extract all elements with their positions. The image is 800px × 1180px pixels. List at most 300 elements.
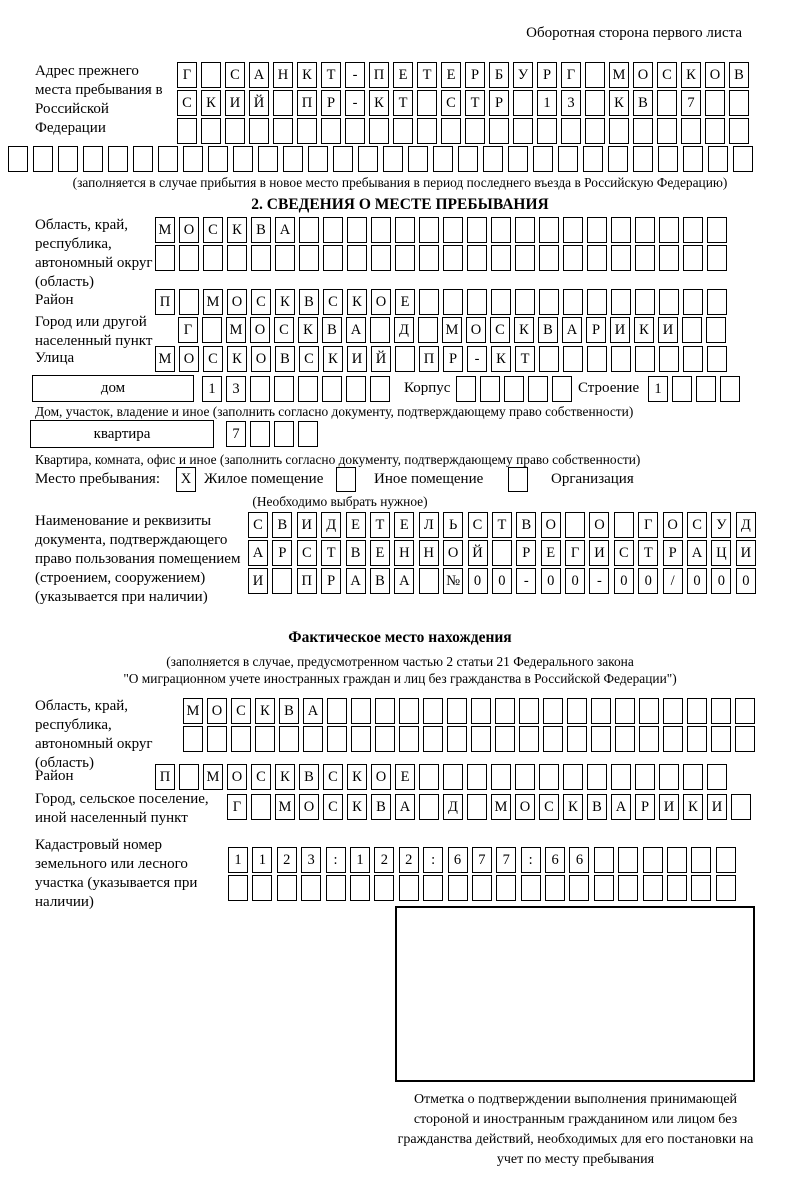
char-box[interactable] xyxy=(583,146,603,172)
stay-type-residential-checkbox[interactable]: X xyxy=(176,467,196,492)
char-box[interactable] xyxy=(277,875,297,901)
char-box[interactable]: П xyxy=(419,346,439,372)
char-box[interactable] xyxy=(729,90,749,116)
char-box[interactable]: К xyxy=(227,217,247,243)
char-box[interactable]: Е xyxy=(346,512,366,538)
char-box[interactable] xyxy=(371,217,391,243)
char-box[interactable] xyxy=(539,217,559,243)
char-box[interactable] xyxy=(491,764,511,790)
char-box[interactable] xyxy=(274,421,294,447)
char-box[interactable] xyxy=(585,90,605,116)
char-box[interactable]: И xyxy=(347,346,367,372)
char-box[interactable] xyxy=(587,245,607,271)
char-box[interactable] xyxy=(495,698,515,724)
char-box[interactable] xyxy=(491,245,511,271)
char-box[interactable] xyxy=(659,289,679,315)
char-box[interactable] xyxy=(687,698,707,724)
char-box[interactable]: 7 xyxy=(496,847,516,873)
char-box[interactable]: Й xyxy=(468,540,488,566)
char-box[interactable] xyxy=(635,346,655,372)
char-box[interactable] xyxy=(687,726,707,752)
char-box[interactable]: К xyxy=(347,289,367,315)
char-box[interactable] xyxy=(681,118,701,144)
char-box[interactable]: О xyxy=(466,317,486,343)
char-box[interactable]: В xyxy=(729,62,749,88)
char-box[interactable]: А xyxy=(611,794,631,820)
char-box[interactable]: И xyxy=(589,540,609,566)
char-box[interactable] xyxy=(471,726,491,752)
char-box[interactable]: П xyxy=(297,568,317,594)
char-box[interactable] xyxy=(201,118,221,144)
char-box[interactable]: А xyxy=(248,540,268,566)
char-box[interactable] xyxy=(565,512,585,538)
char-box[interactable] xyxy=(472,875,492,901)
char-box[interactable] xyxy=(418,317,438,343)
char-box[interactable] xyxy=(321,118,341,144)
char-box[interactable] xyxy=(585,118,605,144)
char-box[interactable] xyxy=(672,376,692,402)
char-box[interactable] xyxy=(585,62,605,88)
char-box[interactable] xyxy=(691,847,711,873)
char-box[interactable]: : xyxy=(326,847,346,873)
char-box[interactable] xyxy=(208,146,228,172)
char-box[interactable] xyxy=(231,726,251,752)
char-box[interactable] xyxy=(705,90,725,116)
char-box[interactable]: Т xyxy=(370,512,390,538)
char-box[interactable]: С xyxy=(490,317,510,343)
char-box[interactable]: О xyxy=(227,289,247,315)
char-box[interactable] xyxy=(667,847,687,873)
char-box[interactable]: 7 xyxy=(226,421,246,447)
char-box[interactable]: - xyxy=(516,568,536,594)
char-box[interactable] xyxy=(609,118,629,144)
char-box[interactable]: К xyxy=(255,698,275,724)
char-box[interactable] xyxy=(533,146,553,172)
char-box[interactable] xyxy=(419,568,439,594)
char-box[interactable]: А xyxy=(687,540,707,566)
char-box[interactable]: В xyxy=(299,764,319,790)
char-box[interactable]: Е xyxy=(395,289,415,315)
char-box[interactable]: Т xyxy=(492,512,512,538)
char-box[interactable]: С xyxy=(203,346,223,372)
char-box[interactable] xyxy=(558,146,578,172)
char-box[interactable] xyxy=(608,146,628,172)
char-box[interactable] xyxy=(587,289,607,315)
char-box[interactable] xyxy=(467,289,487,315)
char-box[interactable] xyxy=(716,847,736,873)
char-box[interactable]: 6 xyxy=(569,847,589,873)
char-box[interactable]: 0 xyxy=(541,568,561,594)
char-box[interactable]: В xyxy=(516,512,536,538)
char-box[interactable]: М xyxy=(275,794,295,820)
char-box[interactable]: С xyxy=(274,317,294,343)
char-box[interactable]: Д xyxy=(321,512,341,538)
char-box[interactable]: С xyxy=(657,62,677,88)
char-box[interactable] xyxy=(633,146,653,172)
char-box[interactable] xyxy=(179,764,199,790)
char-box[interactable]: Р xyxy=(321,90,341,116)
char-box[interactable] xyxy=(467,245,487,271)
char-box[interactable]: А xyxy=(346,568,366,594)
char-box[interactable] xyxy=(274,376,294,402)
char-box[interactable] xyxy=(515,764,535,790)
char-box[interactable]: Г xyxy=(227,794,247,820)
char-box[interactable]: Ц xyxy=(711,540,731,566)
char-box[interactable] xyxy=(683,146,703,172)
char-box[interactable] xyxy=(513,90,533,116)
char-box[interactable] xyxy=(273,90,293,116)
char-box[interactable] xyxy=(465,118,485,144)
char-box[interactable] xyxy=(545,875,565,901)
char-box[interactable] xyxy=(519,726,539,752)
char-box[interactable]: К xyxy=(491,346,511,372)
char-box[interactable]: 6 xyxy=(448,847,468,873)
char-box[interactable] xyxy=(663,698,683,724)
char-box[interactable]: К xyxy=(681,62,701,88)
char-box[interactable] xyxy=(567,726,587,752)
char-box[interactable] xyxy=(658,146,678,172)
char-box[interactable] xyxy=(399,698,419,724)
char-box[interactable] xyxy=(351,698,371,724)
char-box[interactable] xyxy=(543,726,563,752)
char-box[interactable]: 1 xyxy=(648,376,668,402)
char-box[interactable]: О xyxy=(299,794,319,820)
char-box[interactable]: С xyxy=(468,512,488,538)
char-box[interactable] xyxy=(691,875,711,901)
char-box[interactable]: Е xyxy=(441,62,461,88)
char-box[interactable]: К xyxy=(323,346,343,372)
char-box[interactable] xyxy=(720,376,740,402)
char-box[interactable] xyxy=(251,794,271,820)
char-box[interactable]: О xyxy=(251,346,271,372)
char-box[interactable] xyxy=(177,118,197,144)
char-box[interactable]: С xyxy=(231,698,251,724)
char-box[interactable]: 1 xyxy=(228,847,248,873)
char-box[interactable] xyxy=(393,118,413,144)
char-box[interactable]: Н xyxy=(419,540,439,566)
char-box[interactable] xyxy=(611,289,631,315)
char-box[interactable] xyxy=(633,118,653,144)
char-box[interactable] xyxy=(467,764,487,790)
char-box[interactable] xyxy=(643,875,663,901)
char-box[interactable] xyxy=(303,726,323,752)
char-box[interactable]: К xyxy=(347,794,367,820)
char-box[interactable] xyxy=(458,146,478,172)
char-box[interactable] xyxy=(203,245,223,271)
char-box[interactable]: К xyxy=(275,289,295,315)
char-box[interactable] xyxy=(273,118,293,144)
char-box[interactable]: М xyxy=(491,794,511,820)
char-box[interactable]: С xyxy=(203,217,223,243)
char-box[interactable] xyxy=(707,217,727,243)
char-box[interactable] xyxy=(480,376,500,402)
char-box[interactable] xyxy=(202,317,222,343)
char-box[interactable] xyxy=(708,146,728,172)
char-box[interactable] xyxy=(513,118,533,144)
char-box[interactable] xyxy=(375,726,395,752)
char-box[interactable] xyxy=(539,289,559,315)
char-box[interactable]: В xyxy=(370,568,390,594)
char-box[interactable] xyxy=(350,875,370,901)
char-box[interactable]: С xyxy=(323,764,343,790)
char-box[interactable]: А xyxy=(394,568,414,594)
char-box[interactable] xyxy=(443,245,463,271)
char-box[interactable] xyxy=(395,346,415,372)
char-box[interactable]: С xyxy=(441,90,461,116)
char-box[interactable] xyxy=(491,289,511,315)
char-box[interactable]: К xyxy=(514,317,534,343)
char-box[interactable] xyxy=(323,245,343,271)
char-box[interactable] xyxy=(519,698,539,724)
char-box[interactable] xyxy=(569,875,589,901)
char-box[interactable]: С xyxy=(248,512,268,538)
char-box[interactable]: В xyxy=(322,317,342,343)
char-box[interactable] xyxy=(567,698,587,724)
char-box[interactable]: Т xyxy=(638,540,658,566)
char-box[interactable]: В xyxy=(371,794,391,820)
char-box[interactable] xyxy=(374,875,394,901)
char-box[interactable]: О xyxy=(371,764,391,790)
char-box[interactable] xyxy=(539,346,559,372)
char-box[interactable]: Р xyxy=(272,540,292,566)
char-box[interactable] xyxy=(375,698,395,724)
char-box[interactable] xyxy=(443,764,463,790)
char-box[interactable]: В xyxy=(251,217,271,243)
char-box[interactable] xyxy=(358,146,378,172)
char-box[interactable] xyxy=(611,764,631,790)
char-box[interactable]: Т xyxy=(417,62,437,88)
char-box[interactable]: Р xyxy=(537,62,557,88)
char-box[interactable] xyxy=(611,245,631,271)
char-box[interactable] xyxy=(179,245,199,271)
char-box[interactable]: - xyxy=(467,346,487,372)
char-box[interactable] xyxy=(371,245,391,271)
char-box[interactable]: А xyxy=(562,317,582,343)
char-box[interactable] xyxy=(227,245,247,271)
char-box[interactable]: К xyxy=(297,62,317,88)
char-box[interactable] xyxy=(395,245,415,271)
char-box[interactable] xyxy=(537,118,557,144)
char-box[interactable]: О xyxy=(179,217,199,243)
char-box[interactable]: 2 xyxy=(399,847,419,873)
char-box[interactable] xyxy=(618,847,638,873)
char-box[interactable]: Н xyxy=(394,540,414,566)
char-box[interactable] xyxy=(179,289,199,315)
char-box[interactable] xyxy=(345,118,365,144)
char-box[interactable] xyxy=(515,245,535,271)
char-box[interactable]: Т xyxy=(515,346,535,372)
char-box[interactable]: А xyxy=(395,794,415,820)
char-box[interactable]: М xyxy=(155,217,175,243)
char-box[interactable] xyxy=(515,217,535,243)
char-box[interactable] xyxy=(729,118,749,144)
char-box[interactable]: О xyxy=(250,317,270,343)
char-box[interactable]: С xyxy=(177,90,197,116)
char-box[interactable]: И xyxy=(610,317,630,343)
char-box[interactable] xyxy=(659,245,679,271)
char-box[interactable]: О xyxy=(443,540,463,566)
char-box[interactable] xyxy=(408,146,428,172)
char-box[interactable] xyxy=(467,794,487,820)
char-box[interactable]: Р xyxy=(586,317,606,343)
char-box[interactable] xyxy=(299,245,319,271)
char-box[interactable] xyxy=(731,794,751,820)
char-box[interactable] xyxy=(683,289,703,315)
char-box[interactable]: М xyxy=(609,62,629,88)
char-box[interactable] xyxy=(326,875,346,901)
char-box[interactable]: - xyxy=(589,568,609,594)
char-box[interactable]: В xyxy=(299,289,319,315)
char-box[interactable]: № xyxy=(443,568,463,594)
char-box[interactable] xyxy=(707,764,727,790)
char-box[interactable] xyxy=(735,698,755,724)
stay-type-other-premises-checkbox[interactable] xyxy=(336,467,356,492)
char-box[interactable] xyxy=(297,118,317,144)
char-box[interactable]: М xyxy=(203,289,223,315)
char-box[interactable] xyxy=(351,726,371,752)
char-box[interactable] xyxy=(657,118,677,144)
char-box[interactable] xyxy=(618,875,638,901)
char-box[interactable] xyxy=(635,245,655,271)
char-box[interactable]: С xyxy=(323,794,343,820)
char-box[interactable]: Р xyxy=(663,540,683,566)
char-box[interactable] xyxy=(346,376,366,402)
char-box[interactable] xyxy=(369,118,389,144)
char-box[interactable]: Д xyxy=(736,512,756,538)
char-box[interactable] xyxy=(233,146,253,172)
char-box[interactable]: К xyxy=(369,90,389,116)
char-box[interactable] xyxy=(611,217,631,243)
char-box[interactable]: О xyxy=(179,346,199,372)
char-box[interactable]: 3 xyxy=(561,90,581,116)
char-box[interactable]: Й xyxy=(249,90,269,116)
char-box[interactable]: А xyxy=(249,62,269,88)
char-box[interactable] xyxy=(663,726,683,752)
char-box[interactable]: Г xyxy=(561,62,581,88)
char-box[interactable] xyxy=(561,118,581,144)
char-box[interactable] xyxy=(594,875,614,901)
char-box[interactable] xyxy=(347,245,367,271)
char-box[interactable]: Е xyxy=(393,62,413,88)
char-box[interactable] xyxy=(443,289,463,315)
char-box[interactable]: К xyxy=(201,90,221,116)
char-box[interactable]: 1 xyxy=(537,90,557,116)
char-box[interactable] xyxy=(563,245,583,271)
char-box[interactable] xyxy=(298,421,318,447)
char-box[interactable]: М xyxy=(203,764,223,790)
char-box[interactable] xyxy=(419,245,439,271)
char-box[interactable] xyxy=(433,146,453,172)
char-box[interactable] xyxy=(539,764,559,790)
char-box[interactable] xyxy=(683,764,703,790)
char-box[interactable] xyxy=(563,346,583,372)
char-box[interactable] xyxy=(711,726,731,752)
char-box[interactable]: Р xyxy=(465,62,485,88)
char-box[interactable]: С xyxy=(323,289,343,315)
char-box[interactable] xyxy=(682,317,702,343)
char-box[interactable] xyxy=(399,726,419,752)
char-box[interactable] xyxy=(591,726,611,752)
char-box[interactable]: К xyxy=(563,794,583,820)
char-box[interactable]: С xyxy=(614,540,634,566)
char-box[interactable]: В xyxy=(346,540,366,566)
char-box[interactable] xyxy=(635,764,655,790)
char-box[interactable]: Р xyxy=(443,346,463,372)
char-box[interactable] xyxy=(491,217,511,243)
char-box[interactable] xyxy=(283,146,303,172)
char-box[interactable] xyxy=(347,217,367,243)
char-box[interactable] xyxy=(467,217,487,243)
char-box[interactable]: Е xyxy=(370,540,390,566)
char-box[interactable] xyxy=(419,794,439,820)
char-box[interactable] xyxy=(251,245,271,271)
char-box[interactable]: М xyxy=(226,317,246,343)
char-box[interactable] xyxy=(489,118,509,144)
char-box[interactable] xyxy=(419,764,439,790)
char-box[interactable] xyxy=(711,698,731,724)
char-box[interactable]: Г xyxy=(565,540,585,566)
char-box[interactable]: О xyxy=(663,512,683,538)
char-box[interactable] xyxy=(683,245,703,271)
char-box[interactable]: - xyxy=(345,90,365,116)
char-box[interactable] xyxy=(133,146,153,172)
char-box[interactable]: Е xyxy=(541,540,561,566)
stay-type-organization-checkbox[interactable] xyxy=(508,467,528,492)
char-box[interactable]: 1 xyxy=(202,376,222,402)
char-box[interactable]: О xyxy=(589,512,609,538)
char-box[interactable] xyxy=(201,62,221,88)
char-box[interactable]: О xyxy=(371,289,391,315)
char-box[interactable] xyxy=(707,245,727,271)
char-box[interactable] xyxy=(423,875,443,901)
char-box[interactable]: И xyxy=(659,794,679,820)
char-box[interactable]: К xyxy=(347,764,367,790)
char-box[interactable] xyxy=(417,118,437,144)
char-box[interactable]: 0 xyxy=(638,568,658,594)
char-box[interactable]: Е xyxy=(395,764,415,790)
char-box[interactable]: Т xyxy=(465,90,485,116)
char-box[interactable] xyxy=(471,698,491,724)
char-box[interactable] xyxy=(639,698,659,724)
char-box[interactable] xyxy=(635,217,655,243)
char-box[interactable]: П xyxy=(155,289,175,315)
char-box[interactable]: / xyxy=(663,568,683,594)
char-box[interactable] xyxy=(447,726,467,752)
char-box[interactable]: 7 xyxy=(472,847,492,873)
char-box[interactable]: 1 xyxy=(350,847,370,873)
char-box[interactable] xyxy=(327,698,347,724)
char-box[interactable]: И xyxy=(736,540,756,566)
house-type-box[interactable]: дом xyxy=(32,375,194,402)
char-box[interactable] xyxy=(370,376,390,402)
char-box[interactable]: М xyxy=(442,317,462,343)
char-box[interactable] xyxy=(423,698,443,724)
char-box[interactable]: В xyxy=(538,317,558,343)
char-box[interactable] xyxy=(716,875,736,901)
char-box[interactable]: : xyxy=(521,847,541,873)
char-box[interactable]: : xyxy=(423,847,443,873)
char-box[interactable] xyxy=(8,146,28,172)
char-box[interactable] xyxy=(683,346,703,372)
char-box[interactable]: А xyxy=(303,698,323,724)
char-box[interactable] xyxy=(683,217,703,243)
char-box[interactable] xyxy=(252,875,272,901)
char-box[interactable]: К xyxy=(298,317,318,343)
char-box[interactable]: Т xyxy=(393,90,413,116)
char-box[interactable] xyxy=(383,146,403,172)
char-box[interactable] xyxy=(615,726,635,752)
char-box[interactable]: Б xyxy=(489,62,509,88)
